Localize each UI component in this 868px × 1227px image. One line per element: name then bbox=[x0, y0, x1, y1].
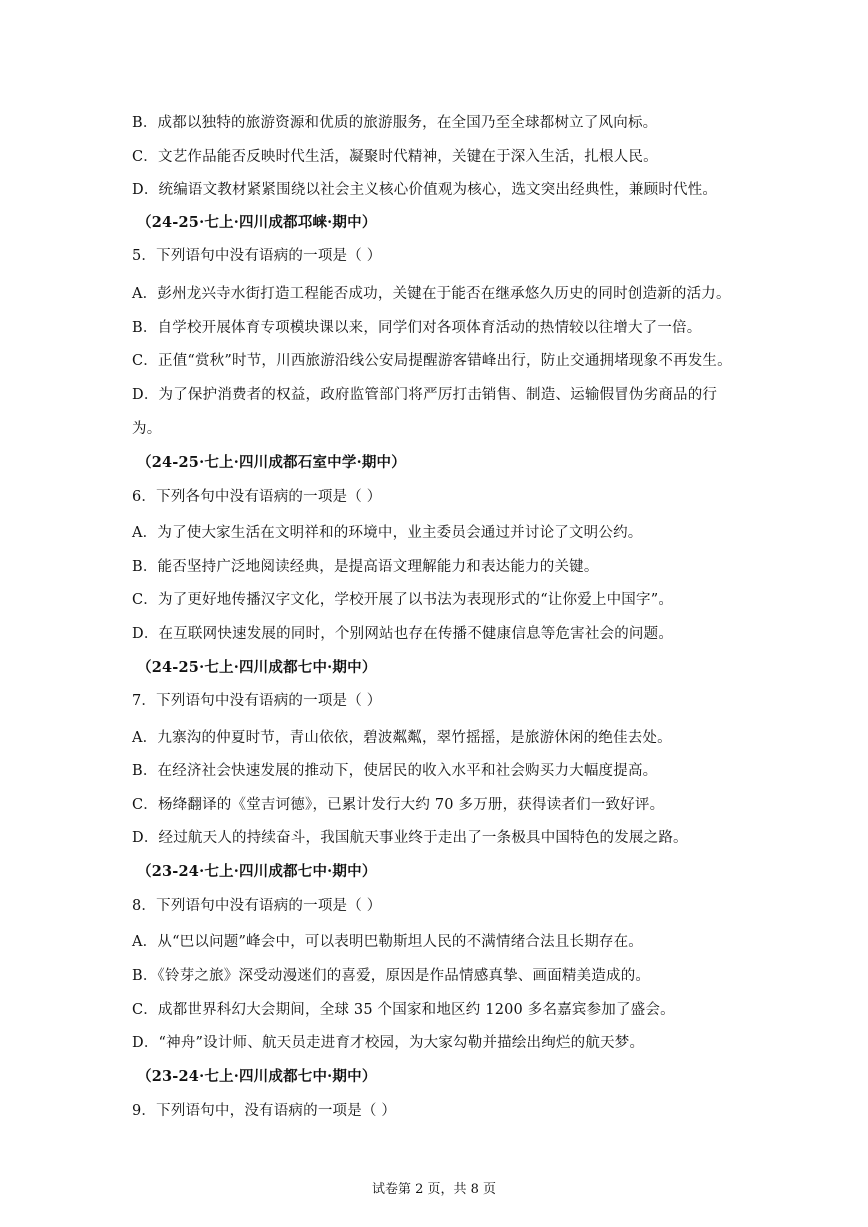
option-text: A．为了使大家生活在文明祥和的环境中，业主委员会通过并讨论了文明公约。 bbox=[132, 525, 643, 541]
option-text: A．彭州龙兴寺水街打造工程能否成功，关键在于能否在继承悠久历史的同时创造新的活力。 bbox=[132, 286, 731, 302]
option-text: C．成都世界科幻大会期间，全球 35 个国家和地区约 1200 多名嘉宾参加了盛会。 bbox=[132, 1002, 675, 1018]
option-text: D．在互联网快速发展的同时，个别网站也存在传播不健康信息等危害社会的问题。 bbox=[132, 626, 674, 642]
option-text: D．统编语文教材紧紧围绕以社会主义核心价值观为核心，选文突出经典性，兼顾时代性。 bbox=[132, 182, 718, 198]
option-text: C．正值“赏秋”时节，川西旅游沿线公安局提醒游客错峰出行，防止交通拥堵现象不再发生。 bbox=[132, 353, 732, 369]
option-text: D．“神舟”设计师、航天员走进育才校园，为大家勾勒并描绘出绚烂的航天梦。 bbox=[132, 1035, 645, 1051]
option-text: B．成都以独特的旅游资源和优质的旅游服务，在全国乃至全球都树立了风向标。 bbox=[132, 115, 658, 131]
question-source: （24-25·七上·四川成都石室中学·期中） bbox=[137, 454, 406, 471]
question-stem: 8．下列语句中没有语病的一项是（ ） bbox=[132, 898, 382, 914]
question-source: （24-25·七上·四川成都邛崃·期中） bbox=[137, 214, 377, 231]
option-text: A．九寨沟的仲夏时节，青山依依，碧波粼粼，翠竹摇摇，是旅游休闲的绝佳去处。 bbox=[132, 730, 672, 746]
option-text: D．经过航天人的持续奋斗，我国航天事业终于走出了一条极具中国特色的发展之路。 bbox=[132, 830, 688, 846]
option-text: A．从“巴以问题”峰会中，可以表明巴勒斯坦人民的不满情绪合法且长期存在。 bbox=[132, 934, 643, 950]
question-stem: 7．下列语句中没有语病的一项是（ ） bbox=[132, 693, 382, 709]
question-stem: 6．下列各句中没有语病的一项是（ ） bbox=[132, 489, 382, 505]
option-text: C．为了更好地传播汉字文化，学校开展了以书法为表现形式的“让你爱上中国字”。 bbox=[132, 592, 674, 608]
question-stem: 5．下列语句中没有语病的一项是（ ） bbox=[132, 248, 382, 264]
option-text: C．文艺作品能否反映时代生活，凝聚时代精神，关键在于深入生活，扎根人民。 bbox=[132, 149, 658, 165]
option-text-continued: 为。 bbox=[132, 421, 162, 437]
question-source: （24-25·七上·四川成都七中·期中） bbox=[137, 659, 377, 676]
option-text: B．自学校开展体育专项模块课以来，同学们对各项体育活动的热情较以往增大了一倍。 bbox=[132, 320, 702, 336]
option-text: C．杨绛翻译的《堂吉诃德》，已累计发行大约 70 多万册，获得读者们一致好评。 bbox=[132, 797, 665, 813]
option-text: B．《铃芽之旅》深受动漫迷们的喜爱，原因是作品情感真挚、画面精美造成的。 bbox=[132, 968, 651, 984]
option-text: B．在经济社会快速发展的推动下，使居民的收入水平和社会购买力大幅度提高。 bbox=[132, 763, 658, 779]
option-text: B．能否坚持广泛地阅读经典，是提高语文理解能力和表达能力的关键。 bbox=[132, 559, 599, 575]
question-stem: 9．下列语句中，没有语病的一项是（ ） bbox=[132, 1103, 397, 1119]
page-footer: 试卷第 2 页，共 8 页 bbox=[371, 1182, 497, 1197]
question-source: （23-24·七上·四川成都七中·期中） bbox=[137, 1068, 377, 1085]
option-text: D．为了保护消费者的权益，政府监管部门将严厉打击销售、制造、运输假冒伪劣商品的行 bbox=[132, 387, 718, 403]
question-source: （23-24·七上·四川成都七中·期中） bbox=[137, 863, 377, 880]
